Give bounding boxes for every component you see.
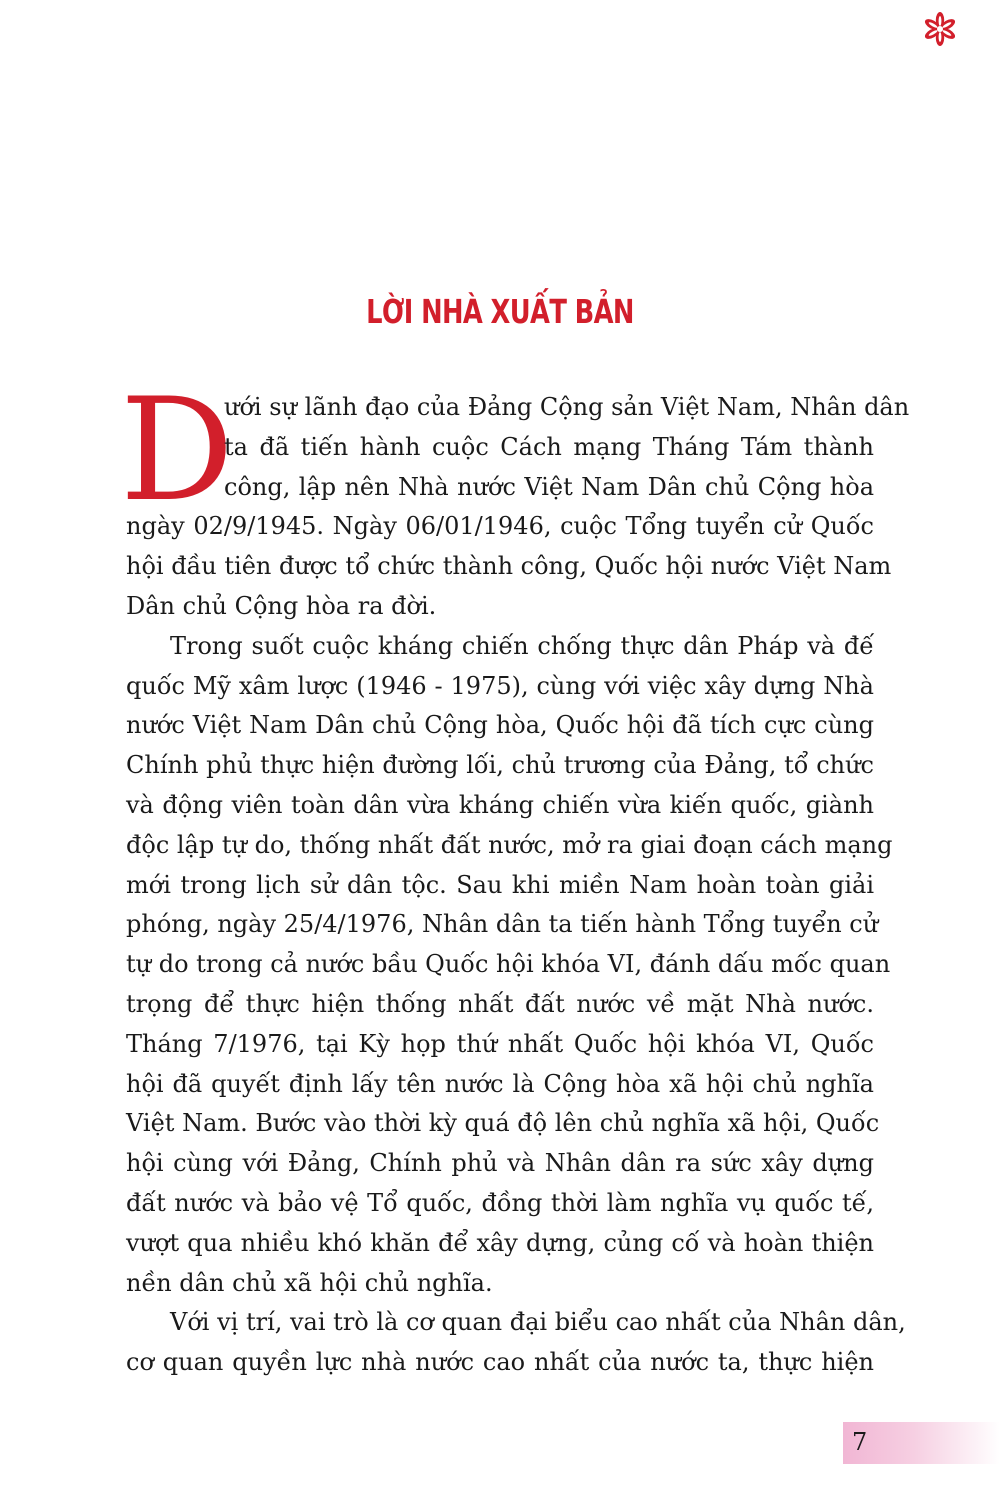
text-line: vượt qua nhiều khó khăn để xây dựng, củng cố và hoàn thiện xyxy=(126,1228,874,1257)
text-line: Việt Nam. Bước vào thời kỳ quá độ lên chủ nghĩa xã hội, Quốc xyxy=(126,1109,880,1138)
body-text xyxy=(126,388,910,1383)
text-line: Trong suốt cuộc kháng chiến chống thực dân Pháp và đế xyxy=(170,631,874,660)
text-line: và động viên toàn dân vừa kháng chiến vừa kiến quốc, giành xyxy=(126,790,874,819)
text-line: mới trong lịch sử dân tộc. Sau khi miền Nam hoàn toàn giải xyxy=(126,870,874,899)
lotus-flower-icon xyxy=(923,12,957,46)
text-line: đất nước và bảo vệ Tổ quốc, đồng thời làm nghĩa vụ quốc tế, xyxy=(126,1188,874,1217)
text-line: tự do trong cả nước bầu Quốc hội khóa VI, đánh dấu mốc quan xyxy=(126,950,891,979)
text-line: phóng, ngày 25/4/1976, Nhân dân ta tiến hành Tổng tuyển cử xyxy=(126,910,879,939)
text-line: công, lập nên Nhà nước Việt Nam Dân chủ Cộng hòa xyxy=(224,472,874,501)
text-line: độc lập tự do, thống nhất đất nước, mở ra giai đoạn cách mạng xyxy=(126,830,893,859)
text-line: ngày 02/9/1945. Ngày 06/01/1946, cuộc Tổng tuyển cử Quốc xyxy=(126,512,874,541)
text-line: trọng để thực hiện thống nhất đất nước về mặt Nhà nước. xyxy=(126,989,874,1018)
page-title: LỜI NHÀ XUẤT BẢN xyxy=(366,292,634,331)
text-line: nước Việt Nam Dân chủ Cộng hòa, Quốc hội đã tích cực cùng xyxy=(126,711,874,740)
text-line: Tháng 7/1976, tại Kỳ họp thứ nhất Quốc hội khóa VI, Quốc xyxy=(126,1029,874,1058)
text-line: hội cùng với Đảng, Chính phủ và Nhân dân ra sức xây dựng xyxy=(126,1149,874,1178)
text-line: hội đầu tiên được tổ chức thành công, Quốc hội nước Việt Nam xyxy=(126,552,892,581)
text-line: quốc Mỹ xâm lược (1946 - 1975), cùng với việc xây dựng Nhà xyxy=(126,671,874,700)
text-line: cơ quan quyền lực nhà nước cao nhất của nước ta, thực hiện xyxy=(126,1348,874,1377)
drop-cap: D xyxy=(120,368,234,533)
text-line: ưới sự lãnh đạo của Đảng Cộng sản Việt Nam, Nhân dân xyxy=(224,393,910,421)
text-line: Với vị trí, vai trò là cơ quan đại biểu cao nhất của Nhân dân, xyxy=(170,1308,906,1337)
text-line: hội đã quyết định lấy tên nước là Cộng hòa xã hội chủ nghĩa xyxy=(126,1069,874,1098)
text-line: Chính phủ thực hiện đường lối, chủ trương của Đảng, tổ chức xyxy=(126,751,874,780)
text-line: nền dân chủ xã hội chủ nghĩa. xyxy=(126,1268,493,1297)
text-line: Dân chủ Cộng hòa ra đời. xyxy=(126,591,437,620)
page-number: 7 xyxy=(852,1428,868,1456)
text-line: ta đã tiến hành cuộc Cách mạng Tháng Tám thành xyxy=(224,432,874,461)
